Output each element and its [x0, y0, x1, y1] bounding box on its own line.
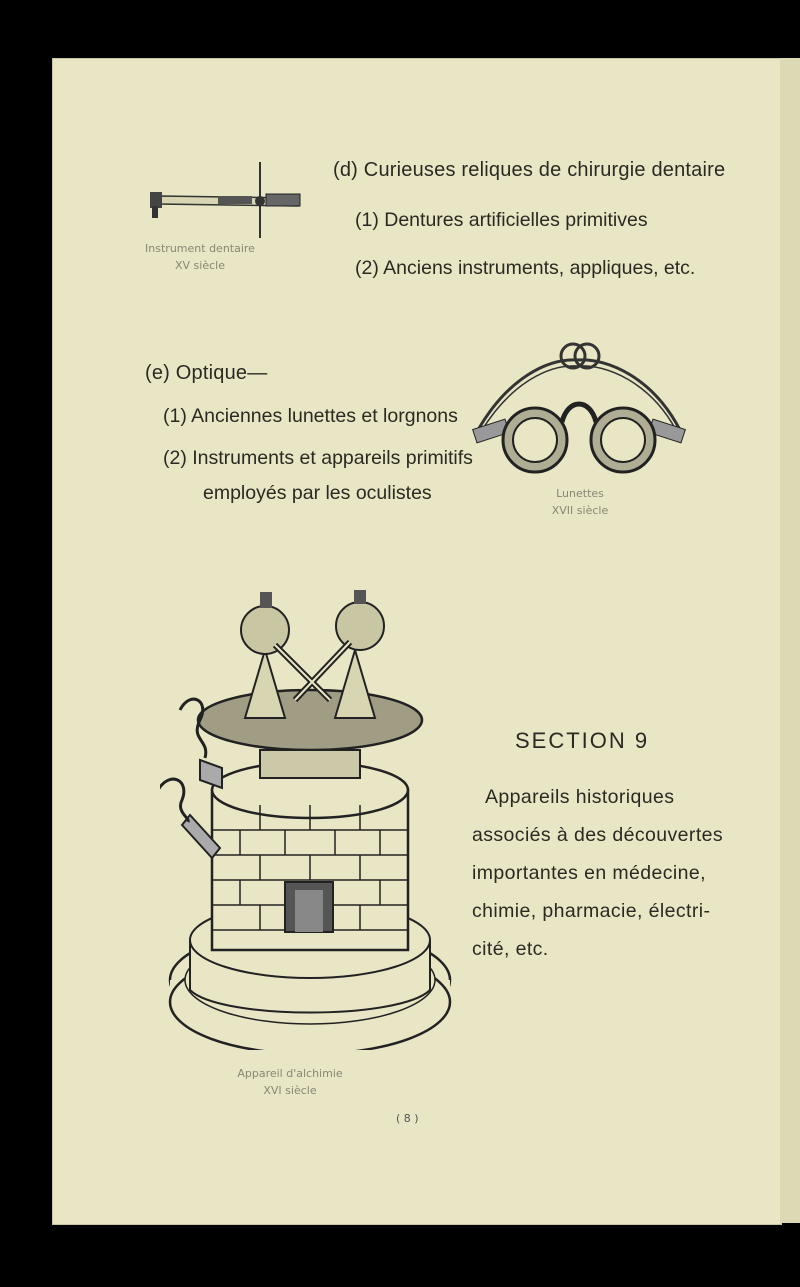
optics-heading: (e) Optique—	[145, 362, 268, 384]
alchemy-caption-line2: XVI siècle	[263, 1084, 317, 1097]
dental-item-1: (1) Dentures artificielles primitives	[355, 209, 648, 231]
alchemy-furnace-icon	[160, 590, 460, 1050]
section-line-5: cité, etc.	[472, 938, 549, 960]
alchemy-caption-line1: Appareil d'alchimie	[237, 1067, 343, 1080]
optics-item-3: employés par les oculistes	[203, 482, 432, 504]
optics-caption-line2: XVII siècle	[551, 504, 609, 517]
section-line-1: Appareils historiques	[485, 786, 675, 808]
section-title: SECTION 9	[515, 728, 650, 753]
page-number: ( 8 )	[396, 1112, 419, 1125]
optics-caption-line1: Lunettes	[556, 487, 604, 500]
dental-instrument-icon	[148, 158, 308, 240]
dental-caption-line1: Instrument dentaire	[145, 242, 255, 255]
optics-caption	[510, 485, 650, 519]
alchemy-caption	[220, 1065, 360, 1099]
dental-caption	[130, 240, 270, 274]
dental-heading: (d) Curieuses reliques de chirurgie dentaire	[333, 159, 726, 181]
dental-caption-line2: XV siècle	[175, 259, 225, 272]
section-line-4: chimie, pharmacie, électri-	[472, 900, 711, 922]
facing-page-edge	[780, 58, 800, 1223]
section-line-2: associés à des découvertes	[472, 824, 724, 846]
dental-item-2: (2) Anciens instruments, appliques, etc.	[355, 257, 696, 279]
section-line-3: importantes en médecine,	[472, 862, 706, 884]
spectacles-icon	[468, 338, 690, 478]
optics-item-1: (1) Anciennes lunettes et lorgnons	[163, 405, 458, 427]
optics-item-2: (2) Instruments et appareils primitifs	[163, 447, 473, 469]
